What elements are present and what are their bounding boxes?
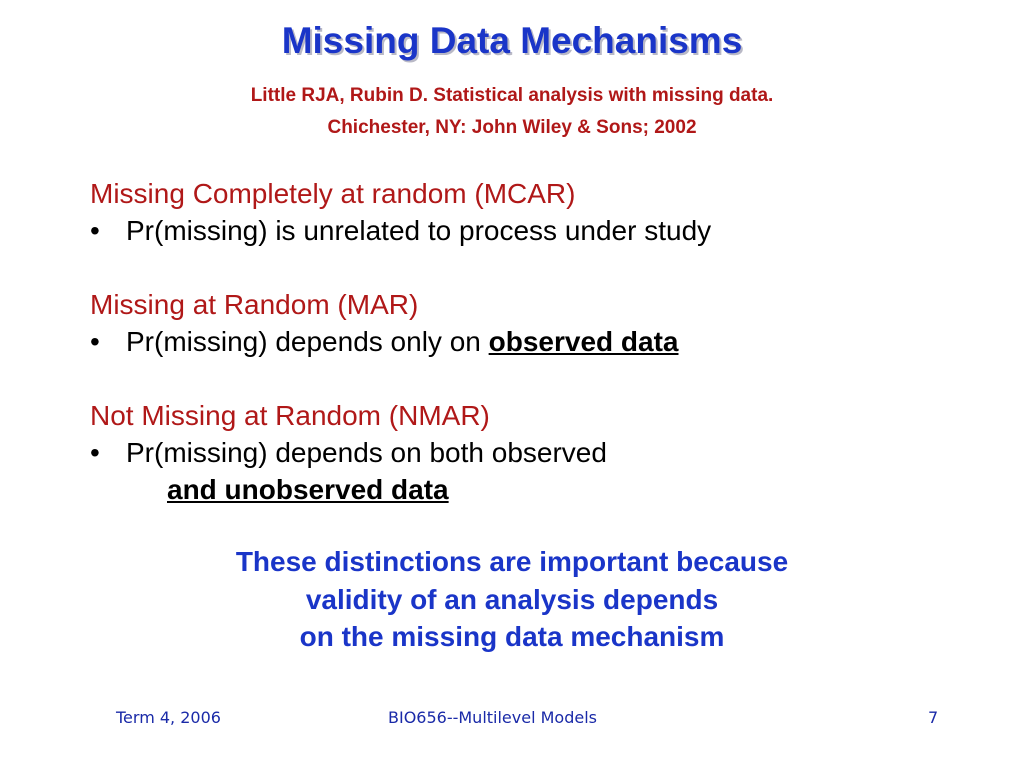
bullet-mcar [90, 215, 711, 247]
footer-page-number: 7 [928, 708, 939, 727]
bullet-mar-emphasis: observed data [488, 326, 679, 357]
bullet-mar-text: Pr(missing) depends only on [126, 326, 489, 357]
note-line-2: validity of an analysis depends [305, 584, 719, 615]
citation-line-2: Chichester, NY: John Wiley & Sons; 2002 [327, 117, 697, 138]
bullet-mar [90, 326, 678, 358]
footer-course: BIO656--Multilevel Models [388, 708, 597, 727]
slide-title: Missing Data Mechanisms [281, 20, 743, 61]
heading-nmar: Not Missing at Random (NMAR) [90, 400, 490, 431]
note-line-1: These distinctions are important because [235, 546, 789, 577]
heading-mar: Missing at Random (MAR) [90, 289, 419, 320]
bullet-nmar-text: Pr(missing) depends on both observed [126, 437, 607, 468]
citation-line-1: Little RJA, Rubin D. Statistical analysis with missing data. [250, 85, 774, 106]
bullet-mcar-text: Pr(missing) is unrelated to process under study [126, 215, 712, 246]
note-line-3: on the missing data mechanism [299, 621, 725, 652]
footer-term: Term 4, 2006 [116, 708, 221, 727]
bullet-glyph: • [90, 215, 100, 246]
bullet-nmar [90, 437, 607, 469]
bullet-nmar-continuation: and unobserved data [167, 474, 449, 505]
heading-mcar: Missing Completely at random (MCAR) [90, 178, 576, 209]
bullet-glyph: • [90, 326, 100, 357]
bullet-glyph: • [90, 437, 100, 468]
